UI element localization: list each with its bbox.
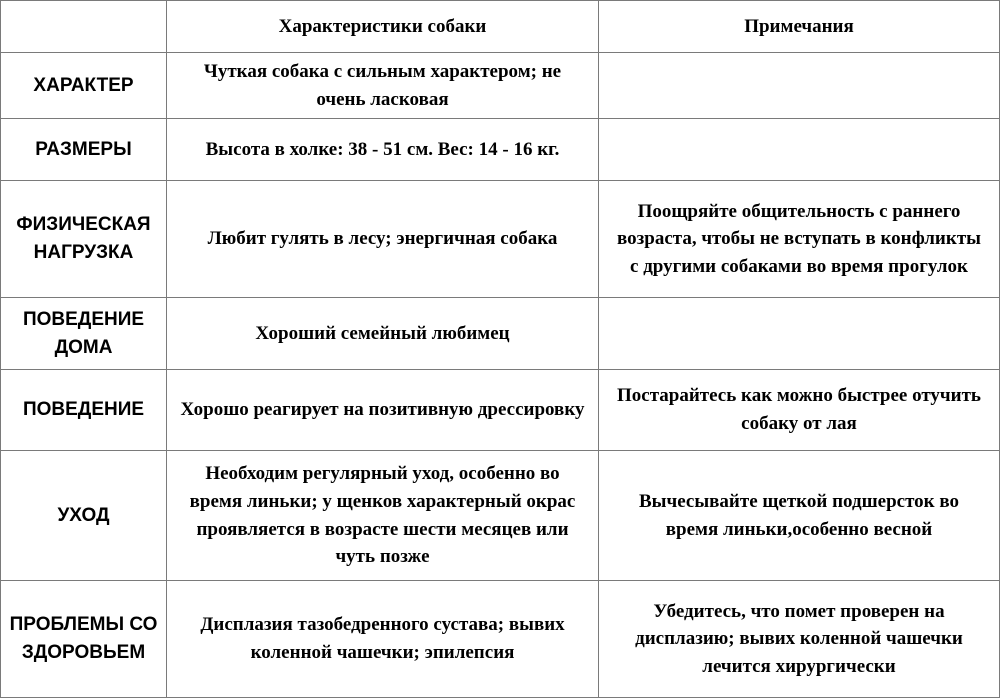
notes-cell	[599, 119, 1000, 181]
row-label: ПОВЕДЕНИЕ ДОМА	[1, 298, 167, 370]
notes-cell	[599, 298, 1000, 370]
header-notes: Примечания	[599, 1, 1000, 53]
header-empty-cell	[1, 1, 167, 53]
table-row	[1, 370, 1000, 451]
characteristics-cell: Высота в холке: 38 - 51 см. Вес: 14 - 16 кг.	[167, 119, 599, 181]
table-row	[1, 451, 1000, 581]
notes-cell: Поощряйте общительность с раннего возраста, чтобы не вступать в конфликты с другими собаками во время прогулок	[599, 181, 1000, 298]
notes-cell: Вычесывайте щеткой подшерсток во время линьки,особенно весной	[599, 451, 1000, 581]
table-row	[1, 119, 1000, 181]
row-label: ХАРАКТЕР	[1, 53, 167, 119]
notes-cell	[599, 53, 1000, 119]
row-label: УХОД	[1, 451, 167, 581]
table-row	[1, 53, 1000, 119]
notes-cell: Постарайтесь как можно быстрее отучить собаку от лая	[599, 370, 1000, 451]
notes-cell: Убедитесь, что помет проверен на дисплазию; вывих коленной чашечки лечится хирургически	[599, 581, 1000, 698]
header-characteristics: Характеристики собаки	[167, 1, 599, 53]
row-label: РАЗМЕРЫ	[1, 119, 167, 181]
table-row	[1, 181, 1000, 298]
header-row	[1, 1, 1000, 53]
table-row	[1, 581, 1000, 698]
row-label: ПРОБЛЕМЫ СО ЗДОРОВЬЕМ	[1, 581, 167, 698]
characteristics-cell: Чуткая собака с сильным характером; не очень ласковая	[167, 53, 599, 119]
characteristics-cell: Дисплазия тазобедренного сустава; вывих коленной чашечки; эпилепсия	[167, 581, 599, 698]
row-label: ФИЗИЧЕСКАЯ НАГРУЗКА	[1, 181, 167, 298]
characteristics-cell: Хороший семейный любимец	[167, 298, 599, 370]
characteristics-cell: Любит гулять в лесу; энергичная собака	[167, 181, 599, 298]
table-row	[1, 298, 1000, 370]
characteristics-cell: Необходим регулярный уход, особенно во время линьки; у щенков характерный окрас проявляется в возрасте шести месяцев или чуть позже	[167, 451, 599, 581]
row-label: ПОВЕДЕНИЕ	[1, 370, 167, 451]
characteristics-cell: Хорошо реагирует на позитивную дрессировку	[167, 370, 599, 451]
